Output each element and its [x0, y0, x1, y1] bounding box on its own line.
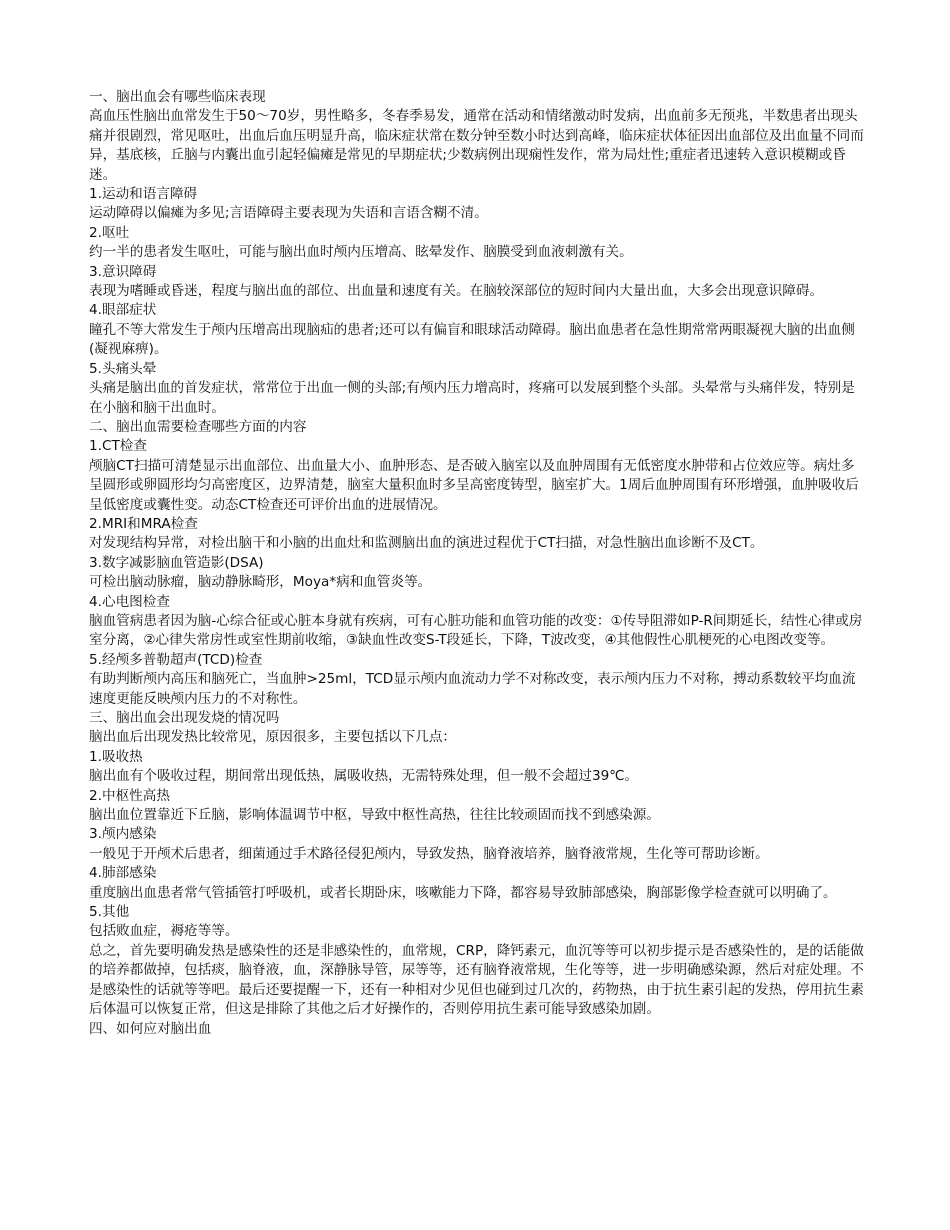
subheading: 2.呕吐 — [89, 224, 130, 241]
subheading: 3.数字减影脑血管造影(DSA) — [89, 554, 264, 571]
subheading: 1.CT检查 — [89, 438, 147, 455]
paragraph: 对发现结构异常，对检出脑干和小脑的出血灶和监测脑出血的演进过程优于CT扫描，对急性脑出血诊断不及CT。 — [89, 535, 764, 552]
paragraph: 颅脑CT扫描可清楚显示出血部位、出血量大小、血肿形态、是否破入脑室以及血肿周围有无低密度水肿带和占位效应等。病灶多呈圆形或卵圆形均匀高密度区，边界清楚，脑室大量积血时多呈高密度铸型，脑室扩大。1周后血肿周围有环形增强，血肿吸收后呈低密度或囊性变。动态CT检查还可评价出血的进展情况。 — [89, 457, 859, 513]
paragraph: 包括败血症，褥疮等等。 — [89, 923, 239, 940]
paragraph: 脑出血位置靠近下丘脑，影响体温调节中枢，导致中枢性高热，往往比较顽固而找不到感染源。 — [89, 807, 660, 824]
subheading: 5.其他 — [89, 904, 130, 921]
subheading: 5.经颅多普勒超声(TCD)检查 — [89, 651, 263, 668]
subheading: 1.运动和语言障碍 — [89, 186, 198, 203]
subheading: 5.头痛头晕 — [89, 360, 157, 377]
paragraph: 脑出血后出现发热比较常见，原因很多，主要包括以下几点： — [89, 729, 457, 746]
paragraph: 总之，首先要明确发热是感染性的还是非感染性的，血常规，CRP，降钙素元，血沉等等可以初步提示是否感染性的，是的话能做的培养都做掉，包括痰，脑脊液，血，深静脉导管，尿等等，还有脑脊液常规，生化等等，进一步明确感染源，然后对症处理。不是感染性的话就等等吧。最后还要提醒一下，还有一种相对少见但也碰到过几次的，药物热，由于抗生素引起的发热，停用抗生素后体温可以恢复正常，但这是排除了其他之后才好操作的，否则停用抗生素可能导致感染加剧。 — [89, 942, 864, 1018]
paragraph: 脑出血有个吸收过程，期间常出现低热，属吸收热，无需特殊处理，但一般不会超过39℃。 — [89, 768, 639, 785]
paragraph: 运动障碍以偏瘫为多见;言语障碍主要表现为失语和言语含糊不清。 — [89, 205, 488, 222]
section-heading-2: 二、脑出血需要检查哪些方面的内容 — [89, 418, 307, 435]
section-heading-4: 四、如何应对脑出血 — [89, 1020, 212, 1037]
paragraph: 约一半的患者发生呕吐，可能与脑出血时颅内压增高、眩晕发作、脑膜受到血液刺激有关。 — [89, 244, 633, 261]
subheading: 4.心电图检查 — [89, 593, 170, 610]
document-body — [89, 88, 865, 1039]
subheading: 2.中枢性高热 — [89, 787, 170, 804]
paragraph: 高血压性脑出血常发生于50～70岁，男性略多，冬春季易发，通常在活动和情绪激动时发病，出血前多无预兆，半数患者出现头痛并很剧烈，常见呕吐，出血后血压明显升高，临床症状常在数分钟至数小时达到高峰，临床症状体征因出血部位及出血量不同而异，基底核，丘脑与内囊出血引起轻偏瘫是常见的早期症状;少数病例出现痫性发作，常为局灶性;重症者迅速转入意识模糊或昏迷。 — [89, 108, 864, 183]
subheading: 3.颅内感染 — [89, 826, 157, 843]
subheading: 4.肺部感染 — [89, 865, 157, 882]
section-heading-1: 一、脑出血会有哪些临床表现 — [89, 89, 266, 105]
paragraph: 可检出脑动脉瘤，脑动静脉畸形，Moya*病和血管炎等。 — [89, 574, 432, 591]
subheading: 1.吸收热 — [89, 748, 143, 765]
paragraph: 一般见于开颅术后患者，细菌通过手术路径侵犯颅内，导致发热，脑脊液培养，脑脊液常规，生化等可帮助诊断。 — [89, 845, 769, 862]
paragraph: 脑血管病患者因为脑-心综合征或心脏本身就有疾病，可有心脏功能和血管功能的改变：①传导阻滞如P-R间期延长，结性心律或房室分离，②心律失常房性或室性期前收缩，③缺血性改变S-T段延长，下降，T波改变，④其他假性心肌梗死的心电图改变等。 — [89, 612, 863, 649]
paragraph: 头痛是脑出血的首发症状，常常位于出血一侧的头部;有颅内压力增高时，疼痛可以发展到整个头部。头晕常与头痛伴发，特别是在小脑和脑干出血时。 — [89, 380, 855, 416]
subheading: 2.MRI和MRA检查 — [89, 515, 198, 532]
section-heading-3: 三、脑出血会出现发烧的情况吗 — [89, 710, 280, 726]
paragraph: 重度脑出血患者常气管插管打呼吸机，或者长期卧床，咳嗽能力下降，都容易导致肺部感染，胸部影像学检查就可以明确了。 — [89, 884, 837, 901]
paragraph: 有助判断颅内高压和脑死亡，当血肿>25ml，TCD显示颅内血流动力学不对称改变，表示颅内压力不对称，搏动系数较平均血流速度更能反映颅内压力的不对称性。 — [89, 671, 856, 707]
subheading: 4.眼部症状 — [89, 302, 157, 319]
paragraph: 瞳孔不等大常发生于颅内压增高出现脑疝的患者;还可以有偏盲和眼球活动障碍。脑出血患者在急性期常常两眼凝视大脑的出血侧(凝视麻痹)。 — [89, 321, 855, 358]
paragraph: 表现为嗜睡或昏迷，程度与脑出血的部位、出血量和速度有关。在脑较深部位的短时间内大量出血，大多会出现意识障碍。 — [89, 283, 824, 300]
subheading: 3.意识障碍 — [89, 263, 157, 280]
